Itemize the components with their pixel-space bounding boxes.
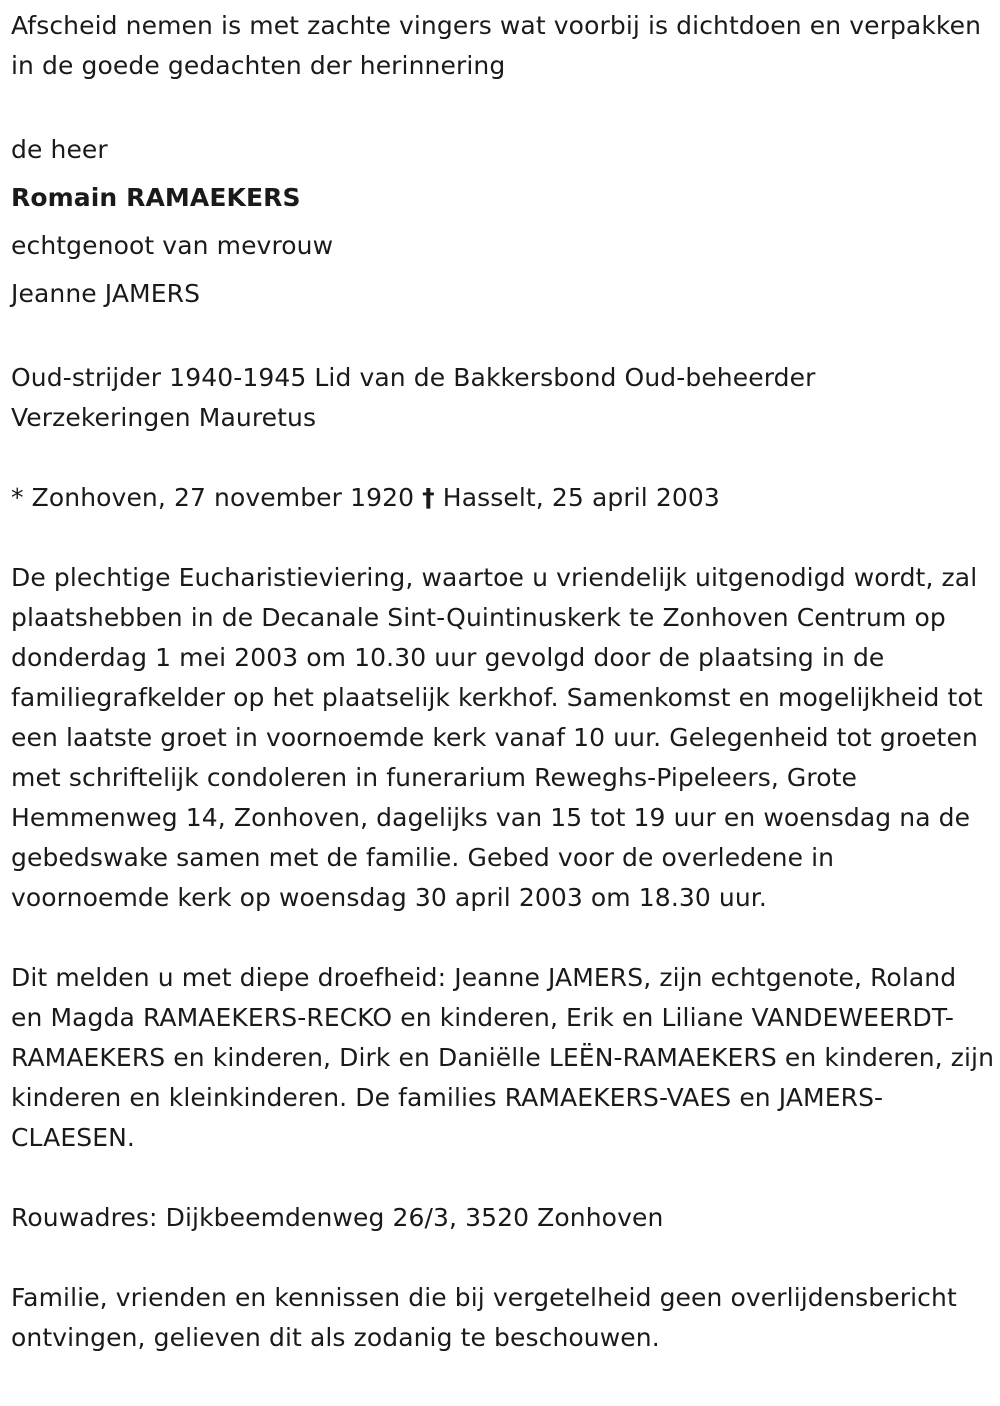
dates-line: [11, 478, 995, 518]
relation-text: echtgenoot van mevrouw: [11, 231, 334, 260]
obituary-document: [11, 6, 995, 1358]
cross-icon: †: [422, 483, 435, 512]
spacer: [11, 918, 995, 958]
spacer: [11, 518, 995, 558]
salutation: de heer: [11, 135, 108, 164]
spacer: [11, 438, 995, 478]
birth-date: * Zonhoven, 27 november 1920: [11, 483, 415, 512]
spacer: [11, 86, 995, 126]
person-block: [11, 126, 995, 318]
motto-text: Afscheid nemen is met zachte vingers wat voorbij is dichtdoen en verpakken in de goede gedachten der herinnering: [11, 11, 982, 80]
announcement-text: Dit melden u met diepe droefheid: Jeanne JAMERS, zijn echtgenote, Roland en Magda RAMAEKERS-RECKO en kinderen, Erik en Liliane VANDEWEERDT-RAMAEKERS en kinderen, Dirk en Daniëlle LEËN-RAMAEKERS en kinderen, zijn kinderen en kleinkinderen. De families RAMAEKERS-VAES en JAMERS-CLAESEN.: [11, 963, 995, 1152]
closing-text: Familie, vrienden en kennissen die bij vergetelheid geen overlijdensbericht ontvingen, gelieven dit als zodanig te beschouwen.: [11, 1283, 957, 1352]
spacer: [11, 1238, 995, 1278]
spacer: [11, 318, 995, 358]
titles-text: Oud-strijder 1940-1945 Lid van de Bakkersbond Oud-beheerder Verzekeringen Mauretus: [11, 363, 816, 432]
death-date: Hasselt, 25 april 2003: [442, 483, 720, 512]
ceremony-text: De plechtige Eucharistieviering, waartoe u vriendelijk uitgenodigd wordt, zal plaatshebben in de Decanale Sint-Quintinuskerk te Zonhoven Centrum op donderdag 1 mei 2003 om 10.30 uur gevolgd door de plaatsing in de familiegrafkelder op het plaatselijk kerkhof. Samenkomst en mogelijkheid tot een laatste groet in voornoemde kerk vanaf 10 uur. Gelegenheid tot groeten met schriftelijk condoleren in funerarium Reweghs-Pipeleers, Grote Hemmenweg 14, Zonhoven, dagelijks van 15 tot 19 uur en woensdag na de gebedswake samen met de familie. Gebed voor de overledene in voornoemde kerk op woensdag 30 april 2003 om 18.30 uur.: [11, 563, 983, 912]
spacer: [11, 1158, 995, 1198]
mourning-address: Rouwadres: Dijkbeemdenweg 26/3, 3520 Zonhoven: [11, 1203, 664, 1232]
deceased-name: Romain RAMAEKERS: [11, 183, 301, 212]
spouse-name: Jeanne JAMERS: [11, 279, 201, 308]
